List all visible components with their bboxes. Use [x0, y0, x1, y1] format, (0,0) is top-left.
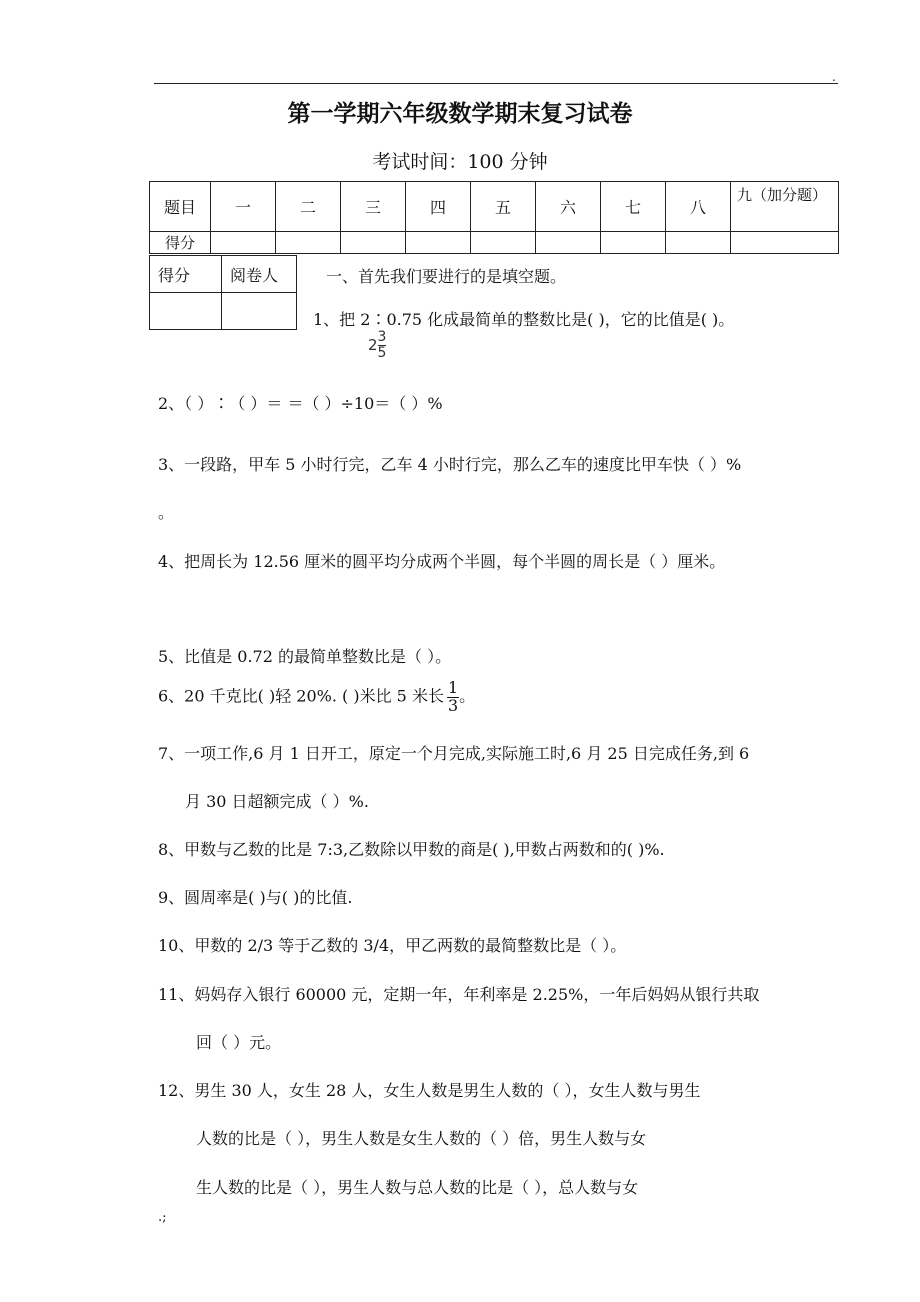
mixed-number	[368, 330, 386, 360]
page-bottom-mark: .;	[158, 1210, 167, 1225]
mixed-whole: 2	[368, 336, 378, 355]
score-header-cell: 六	[536, 182, 601, 232]
question-1: 1、把 2∶0.75 化成最简单的整数比是( )，它的比值是( )。	[313, 310, 735, 329]
mixed-denominator: 5	[377, 344, 387, 361]
mixed-numerator: 3	[377, 329, 387, 345]
score-header-cell: 八	[666, 182, 731, 232]
grader-score-label: 得分	[150, 256, 222, 293]
grader-name-cell	[222, 293, 297, 330]
question-6-end: 。	[459, 686, 476, 706]
question-2: 2、（ ）∶（ ）＝ ＝（ ）÷10＝（ ）%	[158, 394, 443, 413]
score-cell	[536, 232, 601, 254]
page-title: 第一学期六年级数学期末复习试卷	[287, 101, 633, 127]
section-heading: 一、首先我们要进行的是填空题。	[326, 267, 567, 286]
score-cell	[471, 232, 536, 254]
header-rule	[154, 83, 838, 84]
fraction-one-third	[447, 680, 459, 714]
page-top-mark: .	[832, 70, 836, 84]
question-7: 7、一项工作,6 月 1 日开工，原定一个月完成,实际施工时,6 月 25 日完成任务,到 6	[158, 744, 750, 763]
grader-table	[149, 255, 297, 330]
score-cell	[341, 232, 406, 254]
question-12: 12、男生 30 人，女生 28 人，女生人数是男生人数的（ ），女生人数与男生	[158, 1081, 701, 1100]
question-9: 9、圆周率是( )与( )的比值.	[158, 888, 353, 907]
question-12-cont-1: 人数的比是（ ），男生人数是女生人数的（ ）倍，男生人数与女	[196, 1129, 647, 1148]
score-cell	[666, 232, 731, 254]
score-header-cell: 四	[406, 182, 471, 232]
grader-score-cell	[150, 293, 222, 330]
exam-time: 考试时间：100 分钟	[372, 151, 548, 173]
question-6-text: 6、20 千克比( )轻 20%. ( )米比 5 米长	[158, 686, 444, 706]
question-11-cont: 回（ ）元。	[196, 1033, 282, 1052]
score-cell	[601, 232, 666, 254]
score-cell	[211, 232, 276, 254]
score-header-cell: 一	[211, 182, 276, 232]
question-6	[158, 680, 475, 714]
score-table	[149, 181, 839, 254]
score-cell	[276, 232, 341, 254]
score-header-cell: 九（加分题）	[731, 182, 839, 232]
question-8: 8、甲数与乙数的比是 7:3,乙数除以甲数的商是( ),甲数占两数和的( )%.	[158, 840, 665, 859]
score-row-label: 得分	[150, 232, 211, 254]
score-header-cell: 题目	[150, 182, 211, 232]
score-header-cell: 二	[276, 182, 341, 232]
score-header-cell: 三	[341, 182, 406, 232]
grader-name-label: 阅卷人	[222, 256, 297, 293]
question-4: 4、把周长为 12.56 厘米的圆平均分成两个半圆，每个半圆的周长是（ ）厘米。	[158, 552, 726, 571]
score-cell	[731, 232, 839, 254]
score-cell	[406, 232, 471, 254]
question-5: 5、比值是 0.72 的最简单整数比是（ ）。	[158, 647, 452, 666]
question-7-cont: 月 30 日超额完成（ ）%.	[185, 792, 369, 811]
fraction-numerator: 1	[447, 678, 459, 697]
score-header-cell: 七	[601, 182, 666, 232]
score-header-cell: 五	[471, 182, 536, 232]
question-3: 3、一段路，甲车 5 小时行完，乙车 4 小时行完，那么乙车的速度比甲车快（ ）%	[158, 455, 742, 474]
fraction-denominator: 3	[447, 696, 459, 715]
question-11: 11、妈妈存入银行 60000 元，定期一年，年利率是 2.25%，一年后妈妈从银行共取	[158, 985, 760, 1004]
question-3-cont: 。	[158, 503, 175, 522]
question-10: 10、甲数的 2/3 等于乙数的 3/4，甲乙两数的最简整数比是（ ）。	[158, 936, 627, 955]
question-12-cont-2: 生人数的比是（ ），男生人数与总人数的比是（ ），总人数与女	[196, 1178, 639, 1197]
